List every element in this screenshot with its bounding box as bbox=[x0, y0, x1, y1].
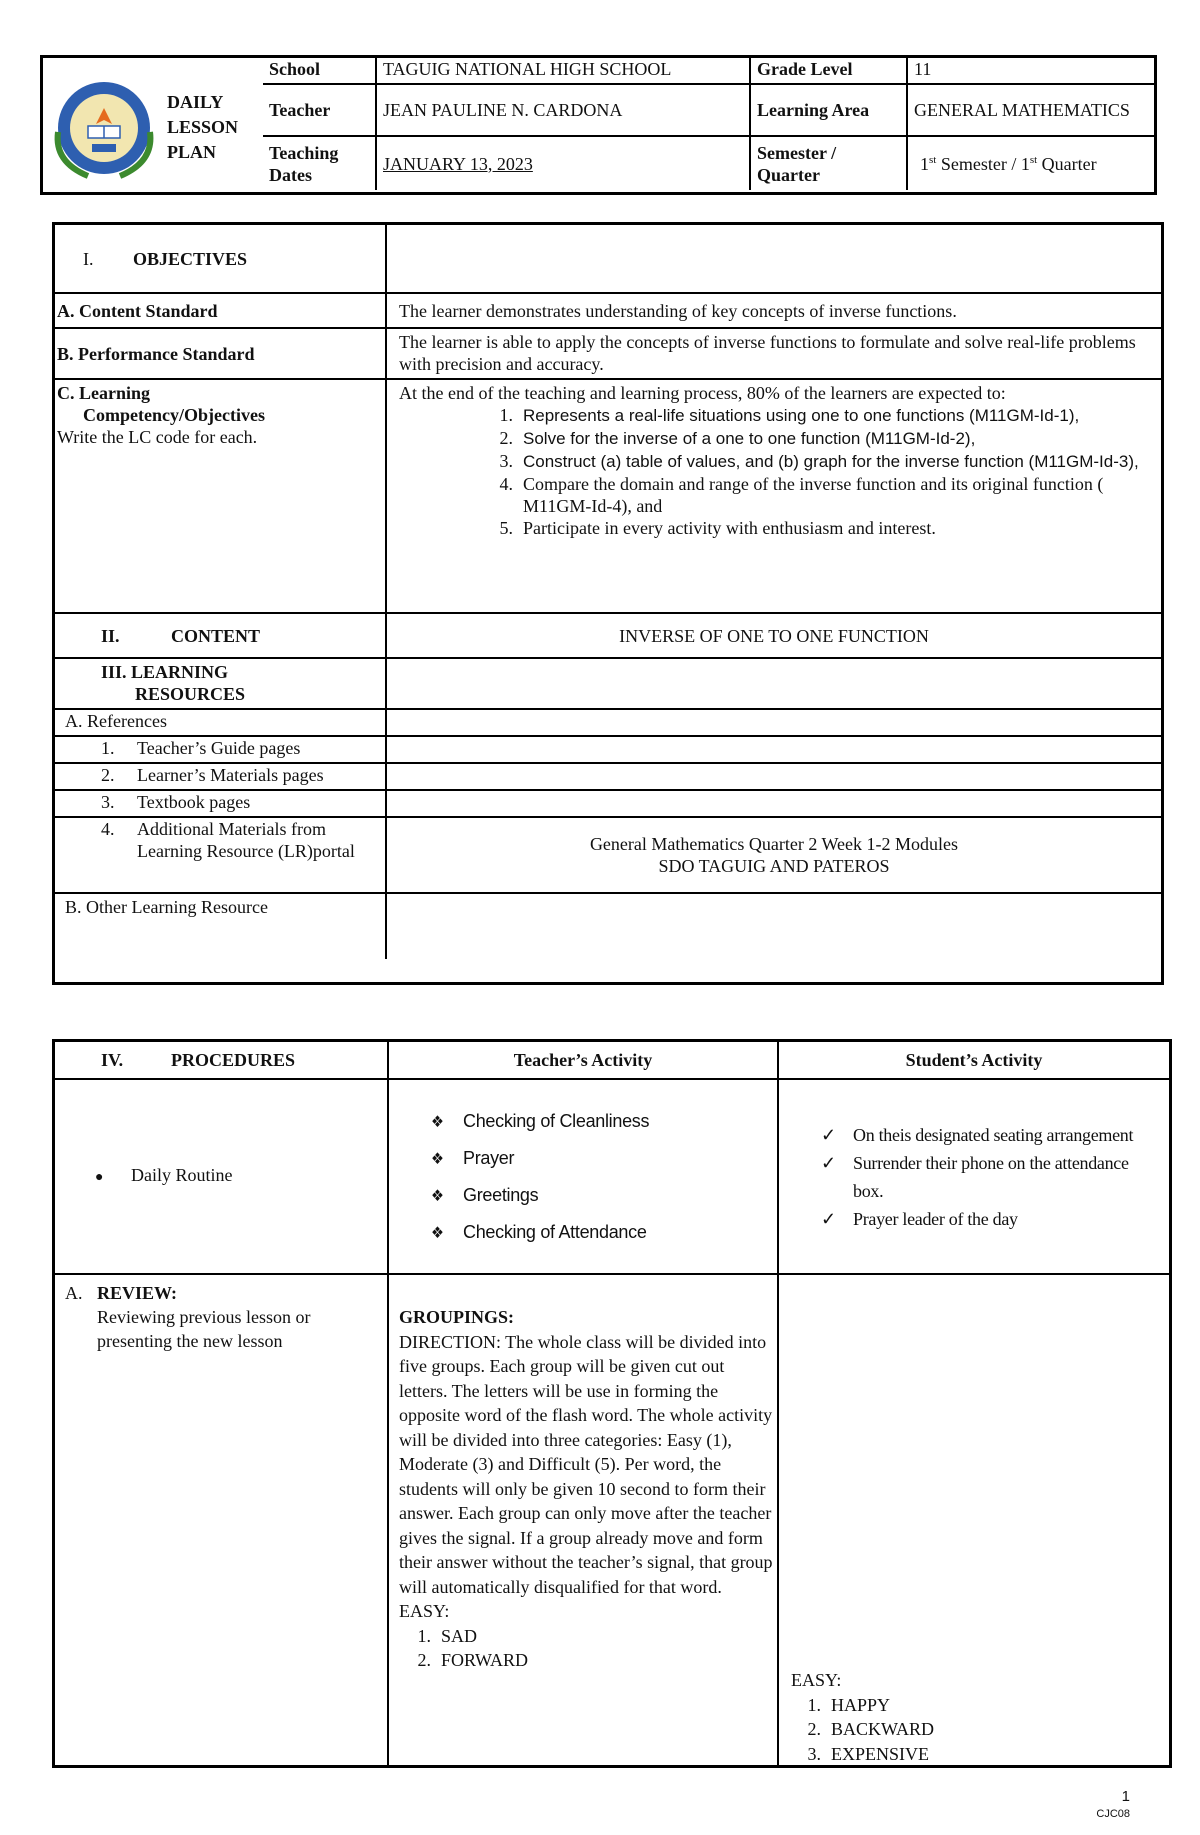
lc-content-cell bbox=[386, 379, 1161, 613]
title-line: PLAN bbox=[167, 142, 216, 162]
objectives-table bbox=[55, 225, 1161, 959]
routine-text: Surrender their phone on the attendance box. bbox=[853, 1152, 1129, 1201]
lc-item-text: Compare the domain and range of the inverse function and its original function ( M11GM-Id-4), and bbox=[523, 474, 1104, 516]
lc-intro: At the end of the teaching and learning process, 80% of the learners are expected to: bbox=[399, 383, 1006, 403]
additional-materials-value bbox=[386, 817, 1161, 893]
review-cell bbox=[55, 1274, 388, 1768]
resource-num: 3. bbox=[101, 792, 115, 812]
resource-num: 2. bbox=[101, 765, 115, 785]
title-line: LESSON bbox=[167, 117, 239, 137]
lc-item-num: 4. bbox=[499, 474, 513, 494]
routine-item bbox=[431, 1103, 771, 1140]
resource-value-blank bbox=[386, 736, 1161, 763]
semester-num: 1 bbox=[920, 153, 929, 174]
lc-item-num: 3. bbox=[499, 451, 513, 471]
heading-text: OBJECTIVES bbox=[133, 248, 248, 269]
lc-item bbox=[487, 517, 1155, 539]
resources-heading-line1: III. LEARNING bbox=[101, 662, 229, 682]
semester-label: Semester / Quarter bbox=[750, 136, 907, 190]
teacher-easy-list bbox=[405, 1624, 775, 1673]
semester-value bbox=[907, 136, 1154, 190]
lc-item-text: Solve for the inverse of a one to one function (M11GM-Id-2), bbox=[523, 429, 976, 448]
student-easy-label: EASY: bbox=[791, 1670, 842, 1690]
easy-num: 2. bbox=[807, 1719, 821, 1739]
heading-num: II. bbox=[101, 625, 120, 646]
easy-num: 3. bbox=[807, 1743, 821, 1764]
quarter-text: Quarter bbox=[1037, 153, 1097, 174]
student-review-cell bbox=[778, 1274, 1169, 1768]
resource-label: Teacher’s Guide pages bbox=[137, 738, 301, 758]
additional-line1: General Mathematics Quarter 2 Week 1-2 Modules bbox=[589, 834, 959, 854]
review-title: REVIEW: bbox=[97, 1283, 178, 1303]
semester-sup: st bbox=[929, 153, 937, 166]
resource-num: 4. bbox=[101, 819, 115, 839]
student-activity-header: Student’s Activity bbox=[778, 1042, 1169, 1079]
routine-text: Prayer leader of the day bbox=[853, 1208, 1018, 1229]
school-value: TAGUIG NATIONAL HIGH SCHOOL bbox=[376, 58, 750, 84]
grade-label: Grade Level bbox=[750, 58, 907, 84]
checkmark-icon: ✓ bbox=[821, 1124, 836, 1145]
additional-line2: SDO TAGUIG AND PATEROS bbox=[658, 856, 890, 876]
diamond-bullet-icon: ❖ bbox=[431, 1222, 444, 1242]
routine-item bbox=[431, 1177, 771, 1214]
resource-value-blank bbox=[386, 763, 1161, 790]
heading-num: I. bbox=[83, 248, 94, 269]
page-number: 1 bbox=[1121, 1788, 1130, 1805]
lc-list bbox=[487, 404, 1155, 539]
routine-text: Greetings bbox=[463, 1184, 539, 1205]
routine-item bbox=[431, 1140, 771, 1177]
resource-num: 1. bbox=[101, 738, 115, 758]
school-label: School bbox=[263, 58, 376, 84]
checkmark-icon: ✓ bbox=[821, 1152, 836, 1173]
references-label: A. References bbox=[55, 709, 386, 736]
easy-item bbox=[795, 1693, 934, 1718]
resources-blank bbox=[386, 658, 1161, 709]
lc-item-num: 2. bbox=[499, 428, 513, 448]
resource-item bbox=[55, 790, 386, 817]
lc-label-line1: C. Learning bbox=[57, 383, 151, 403]
references-blank bbox=[386, 709, 1161, 736]
teacher-routine-cell bbox=[388, 1079, 778, 1274]
groupings-text: DIRECTION: The whole class will be divided into five groups. Each group will be given cut out letters. The letters will be use in forming the opposite word of the flash word. The whole activity will be divided into three categories: Easy (1), Moderate (3) and Difficult (5). Per word, the students will only be given 10 second to form their answer. Each group can only move after the teacher gives the signal. If a group already move and form their answer without the teacher’s signal, that group will automatically disqualified for that word. bbox=[399, 1331, 773, 1597]
heading-text: CONTENT bbox=[171, 625, 261, 646]
area-value: GENERAL MATHEMATICS bbox=[907, 84, 1154, 136]
easy-item bbox=[795, 1742, 934, 1767]
routine-text: Checking of Cleanliness bbox=[463, 1110, 650, 1131]
student-routine-list bbox=[821, 1121, 1163, 1233]
resource-label: Additional Materials from Learning Resource (LR)portal bbox=[137, 819, 355, 861]
school-logo bbox=[48, 72, 160, 184]
routine-label: Daily Routine bbox=[131, 1165, 233, 1185]
title-line: DAILY bbox=[167, 92, 224, 112]
routine-text: Checking of Attendance bbox=[463, 1221, 647, 1242]
easy-num: 2. bbox=[417, 1650, 431, 1670]
performance-standard-label: B. Performance Standard bbox=[55, 328, 386, 379]
routine-text: Prayer bbox=[463, 1147, 515, 1168]
easy-text: BACKWARD bbox=[831, 1719, 935, 1739]
diamond-bullet-icon: ❖ bbox=[431, 1111, 444, 1131]
lc-item-text: Represents a real-life situations using one to one functions (M11GM-Id-1), bbox=[523, 406, 1080, 425]
student-easy-list bbox=[795, 1693, 934, 1767]
teacher-value: JEAN PAULINE N. CARDONA bbox=[376, 84, 750, 136]
resource-value-blank bbox=[386, 790, 1161, 817]
diamond-bullet-icon: ❖ bbox=[431, 1185, 444, 1205]
groupings-cell bbox=[388, 1274, 778, 1768]
lc-item bbox=[487, 427, 1155, 450]
resource-item bbox=[55, 736, 386, 763]
resource-label: Learner’s Materials pages bbox=[137, 765, 324, 785]
teacher-label: Teacher bbox=[263, 84, 376, 136]
content-standard-value: The learner demonstrates understanding of key concepts of inverse functions. bbox=[386, 293, 1161, 328]
resource-item bbox=[55, 763, 386, 790]
dlp-title bbox=[167, 90, 257, 165]
heading-text: PROCEDURES bbox=[171, 1050, 296, 1070]
routine-item bbox=[431, 1214, 771, 1251]
content-heading bbox=[55, 613, 386, 658]
content-standard-label: A. Content Standard bbox=[55, 293, 386, 328]
lc-item-num: 1. bbox=[499, 405, 513, 425]
objectives-heading bbox=[55, 225, 386, 293]
easy-text: SAD bbox=[441, 1625, 478, 1646]
easy-num: 1. bbox=[807, 1694, 821, 1715]
lc-item bbox=[487, 450, 1155, 473]
resource-label: Textbook pages bbox=[137, 792, 251, 812]
bullet-icon: ● bbox=[95, 1170, 104, 1185]
routine-item bbox=[821, 1149, 1163, 1205]
lc-label-cell bbox=[55, 379, 386, 613]
easy-item bbox=[405, 1624, 775, 1649]
heading-num: IV. bbox=[101, 1050, 124, 1070]
review-letter: A. bbox=[65, 1283, 83, 1303]
teacher-easy-label: EASY: bbox=[399, 1601, 450, 1621]
easy-item bbox=[795, 1717, 934, 1742]
footer-code: CJC08 bbox=[1096, 1808, 1130, 1820]
easy-text: HAPPY bbox=[831, 1694, 891, 1715]
area-label: Learning Area bbox=[750, 84, 907, 136]
student-routine-cell bbox=[778, 1079, 1169, 1274]
grade-value: 11 bbox=[907, 58, 1154, 84]
diamond-bullet-icon: ❖ bbox=[431, 1148, 444, 1168]
lc-note: Write the LC code for each. bbox=[57, 427, 258, 447]
objectives-blank bbox=[386, 225, 1161, 293]
lc-item-text: Construct (a) table of values, and (b) graph for the inverse function (M11GM-Id-3), bbox=[523, 452, 1139, 471]
routine-item bbox=[821, 1205, 1163, 1233]
review-desc: Reviewing previous lesson or presenting the new lesson bbox=[97, 1307, 311, 1351]
other-resource-blank bbox=[386, 893, 1161, 959]
resources-heading-line2: RESOURCES bbox=[135, 684, 246, 704]
semester-text: Semester / 1 bbox=[936, 153, 1030, 174]
lc-item-text: Participate in every activity with enthusiasm and interest. bbox=[523, 518, 936, 538]
easy-text: FORWARD bbox=[441, 1650, 529, 1670]
content-value: INVERSE OF ONE TO ONE FUNCTION bbox=[386, 613, 1161, 658]
header-info-table bbox=[263, 58, 1154, 190]
dates-label: Teaching Dates bbox=[263, 136, 376, 190]
dates-value: JANUARY 13, 2023 bbox=[376, 136, 750, 190]
easy-num: 1. bbox=[417, 1625, 431, 1646]
lc-item-num: 5. bbox=[499, 518, 513, 538]
checkmark-icon: ✓ bbox=[821, 1208, 836, 1229]
resources-heading bbox=[55, 658, 386, 709]
daily-routine-cell bbox=[55, 1079, 388, 1274]
procedures-heading bbox=[55, 1042, 388, 1079]
teacher-activity-header: Teacher’s Activity bbox=[388, 1042, 778, 1079]
procedures-table bbox=[55, 1042, 1169, 1768]
lc-item bbox=[487, 473, 1155, 517]
lc-item bbox=[487, 404, 1155, 427]
quarter-sup: st bbox=[1029, 153, 1038, 166]
easy-item bbox=[405, 1648, 775, 1673]
groupings-title: GROUPINGS: bbox=[399, 1307, 515, 1327]
performance-standard-value: The learner is able to apply the concepts of inverse functions to formulate and solve real-life problems with precision and accuracy. bbox=[386, 328, 1161, 379]
routine-item bbox=[821, 1121, 1163, 1149]
routine-text: On theis designated seating arrangement bbox=[853, 1124, 1134, 1145]
teacher-routine-list bbox=[431, 1103, 771, 1251]
lc-label-line2: Competency/Objectives bbox=[83, 405, 265, 425]
easy-text: EXPENSIVE bbox=[831, 1743, 929, 1764]
resource-item bbox=[55, 817, 386, 893]
other-resource-label: B. Other Learning Resource bbox=[55, 893, 386, 959]
